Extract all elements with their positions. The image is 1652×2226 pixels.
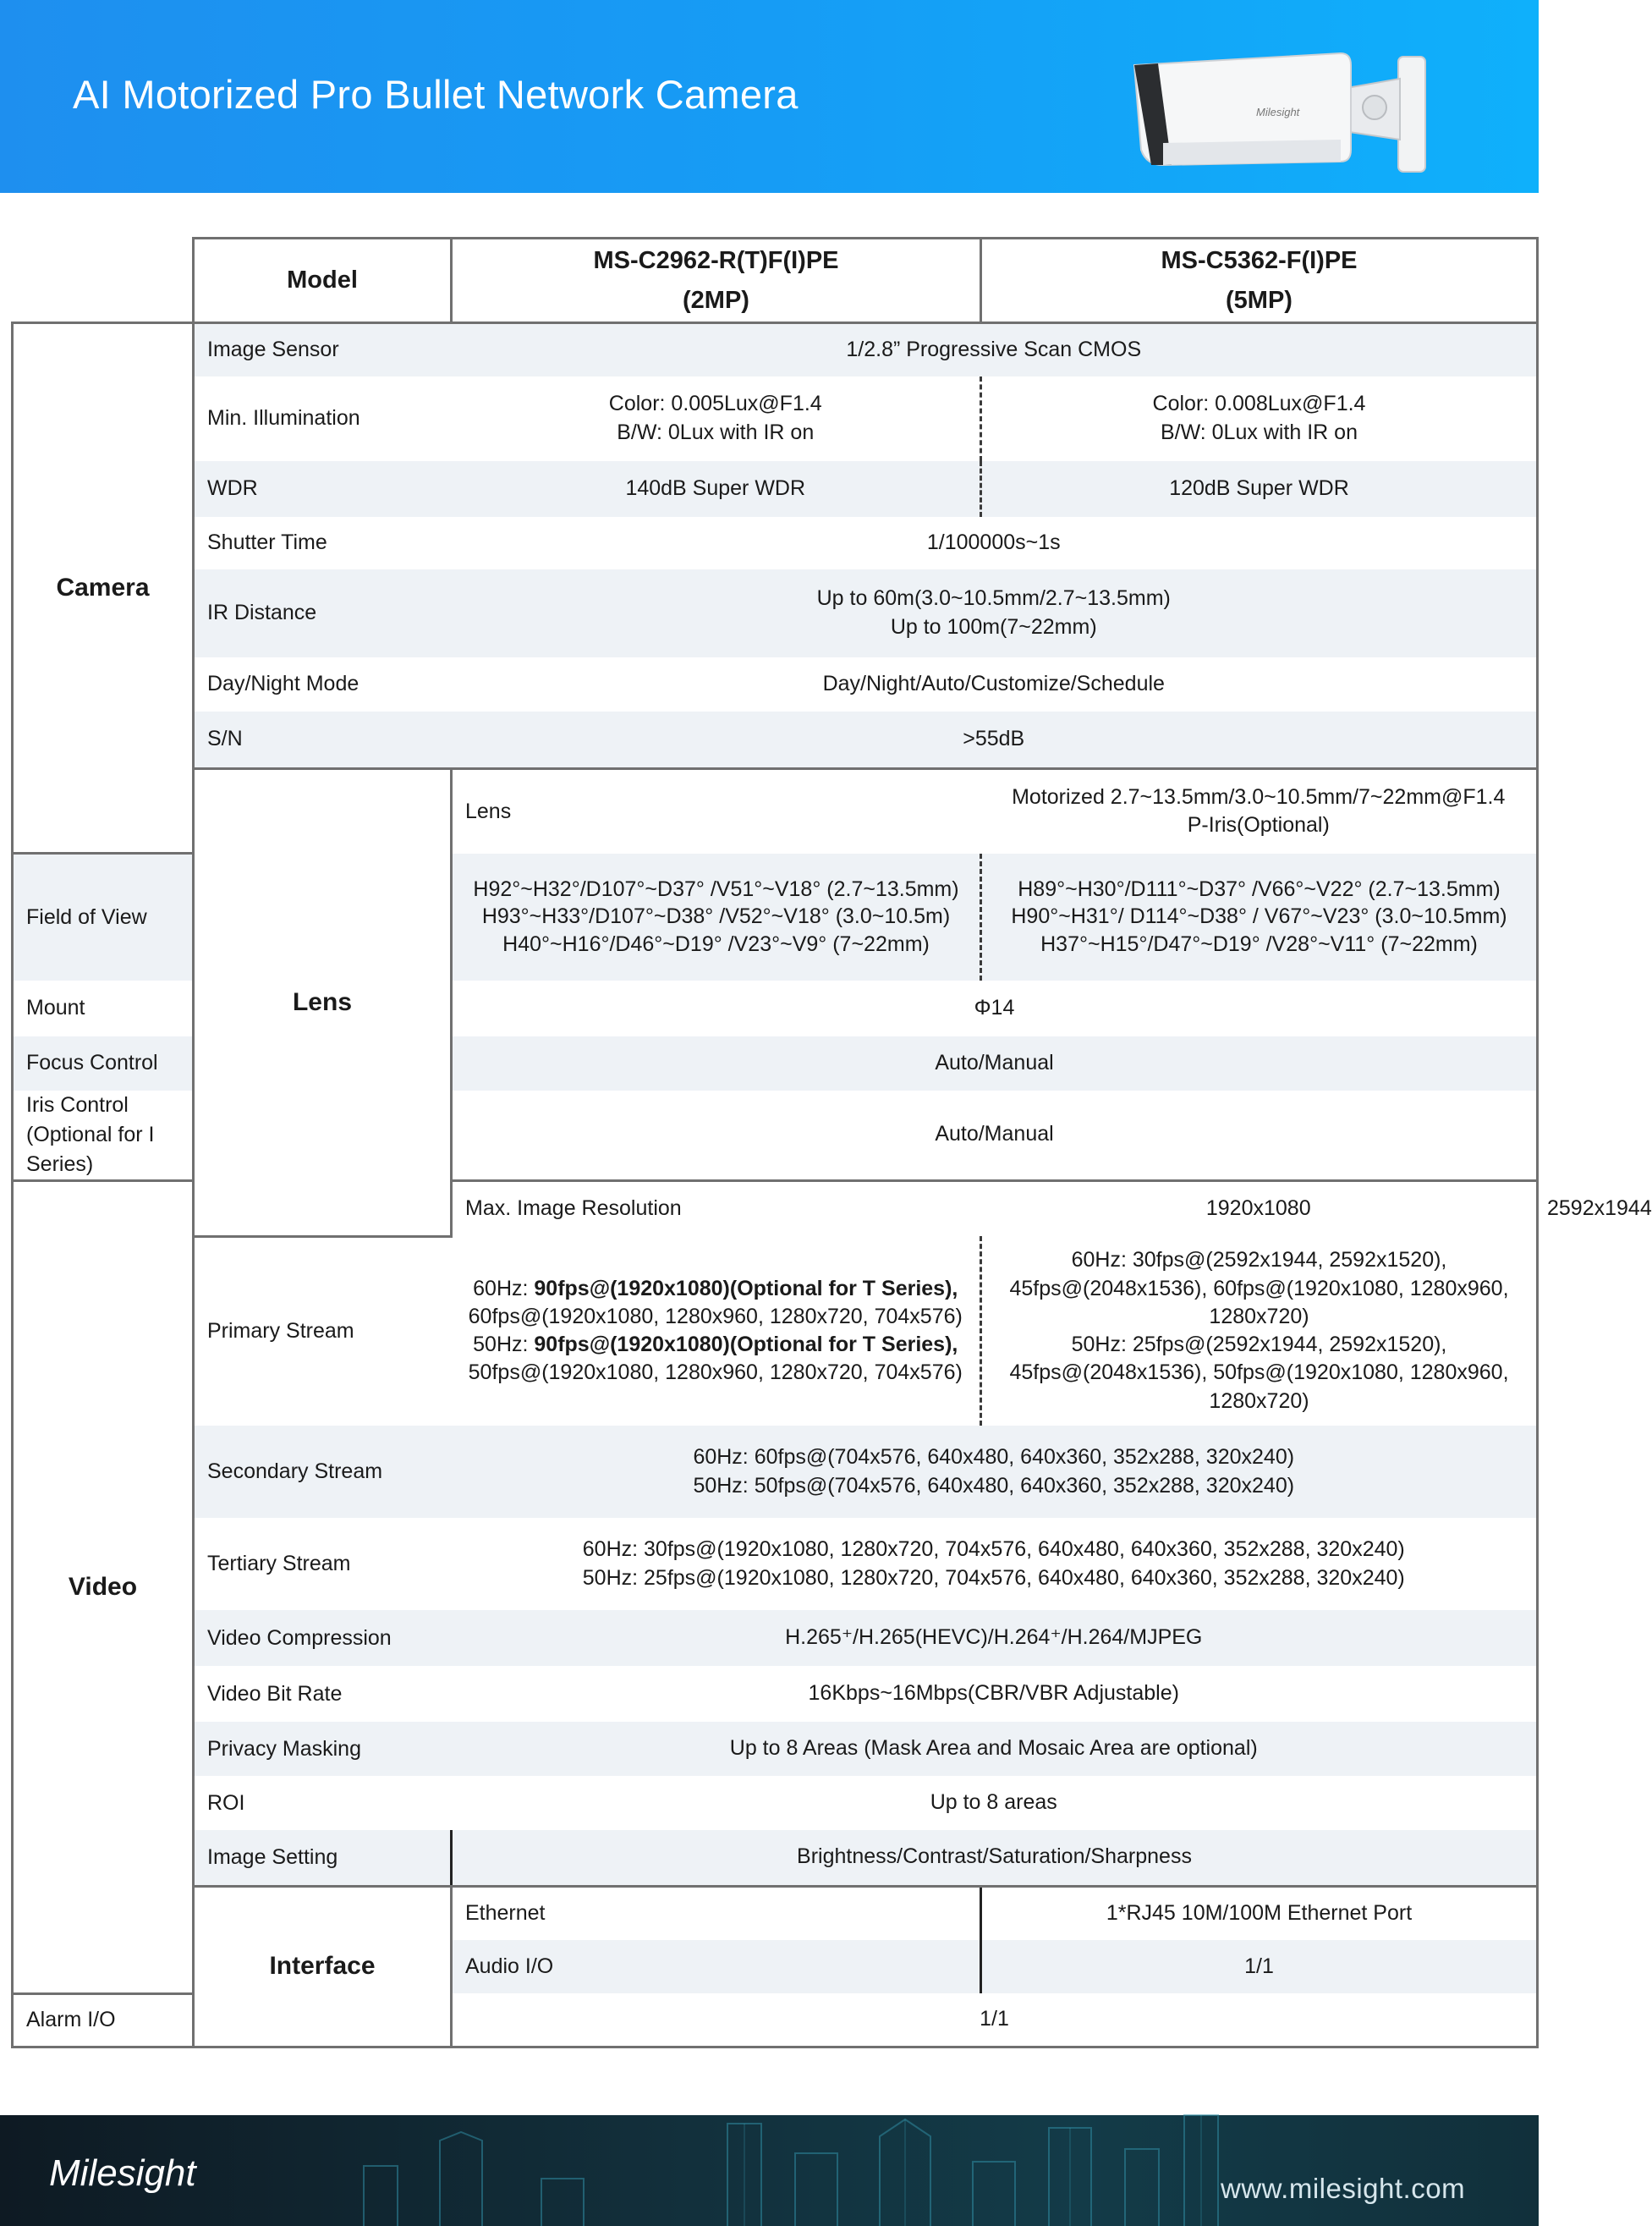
row-label: Video Bit Rate (194, 1666, 452, 1722)
row-value (452, 569, 1538, 657)
row-value (981, 376, 1538, 461)
value-line: Color: 0.005Lux@F1.4 (608, 391, 822, 415)
website-url[interactable]: www.milesight.com (1221, 2173, 1466, 2204)
row-label: Video Compression (194, 1610, 452, 1666)
table-row (13, 712, 1538, 769)
row-value (452, 1426, 1538, 1518)
table-row (13, 1666, 1538, 1722)
value-line: 50Hz: 50fps@(704x576, 640x480, 640x360, 352x288, 320x240) (693, 1473, 1295, 1498)
table-row (13, 769, 1538, 854)
header-banner (0, 0, 1539, 193)
value-line (460, 1275, 972, 1303)
row-label: Day/Night Mode (194, 657, 452, 712)
row-label: Field of View (13, 854, 194, 981)
value-line: Up to 100m(7~22mm) (890, 614, 1097, 639)
value-line: 60Hz: 30fps@(2592x1944, 2592x1520), (1071, 1248, 1447, 1272)
model-c2962-header (452, 239, 981, 323)
row-value (981, 769, 1538, 854)
row-label-main: Iris Control (26, 1092, 129, 1117)
model-c5362-resolution: (5MP) (1226, 286, 1293, 314)
row-label: Tertiary Stream (194, 1518, 452, 1610)
model-c2962-name: MS-C2962-R(T)F(I)PE (593, 247, 839, 275)
camera-brand-mark: Milesight (1256, 106, 1300, 118)
row-label: Audio I/O (452, 1940, 981, 1993)
value-line: 1280x720) (1209, 1388, 1309, 1413)
value-line: H37°~H15°/D47°~D19° /V28°~V11° (7~22mm) (1040, 932, 1478, 956)
row-value: Auto/Manual (452, 1036, 1538, 1091)
value-line: H93°~H33°/D107°~D38° /V52°~V18° (3.0~10.5m) (481, 904, 951, 929)
value-line: 50Hz: 25fps@(2592x1944, 2592x1520), (1071, 1333, 1447, 1356)
row-label: Primary Stream (194, 1236, 452, 1426)
table-row (13, 1426, 1538, 1518)
table-row (13, 323, 1538, 376)
table-row (13, 376, 1538, 461)
row-label: Focus Control (13, 1036, 194, 1091)
row-label: Image Sensor (194, 323, 452, 376)
value-line: 60fps@(1920x1080, 1280x960, 1280x720, 704x576) (468, 1304, 963, 1328)
table-row (13, 1236, 1538, 1426)
value-line: 45fps@(2048x1536), 60fps@(1920x1080, 1280x960, (1009, 1276, 1509, 1300)
row-value: 1*RJ45 10M/100M Ethernet Port (981, 1886, 1538, 1940)
table-row (13, 1886, 1538, 1940)
table-row (13, 1518, 1538, 1610)
row-label: WDR (194, 461, 452, 517)
row-label: Max. Image Resolution (452, 1180, 981, 1236)
value-text: 60Hz: (473, 1276, 535, 1300)
row-label: Mount (13, 981, 194, 1036)
value-line: H92°~H32°/D107°~D37° /V51°~V18° (2.7~13.5mm) (473, 877, 959, 901)
row-value: 16Kbps~16Mbps(CBR/VBR Adjustable) (452, 1666, 1538, 1722)
table-row (13, 657, 1538, 712)
row-value (452, 1518, 1538, 1610)
table-row (13, 461, 1538, 517)
row-label: IR Distance (194, 569, 452, 657)
model-c5362-header (981, 239, 1538, 323)
value-bold: 90fps@(1920x1080)(Optional for T Series), (534, 1276, 958, 1300)
row-value: 120dB Super WDR (981, 461, 1538, 517)
row-label: Lens (452, 769, 981, 854)
row-label: Ethernet (452, 1886, 981, 1940)
row-label: Min. Illumination (194, 376, 452, 461)
section-video: Video (13, 1180, 194, 1993)
value-line: H89°~H30°/D111°~D37° /V66°~V22° (2.7~13.5mm) (1018, 877, 1501, 901)
section-lens: Lens (194, 769, 452, 1237)
table-header-row (13, 239, 1538, 323)
table-row (13, 569, 1538, 657)
bullet-camera-image (1129, 38, 1451, 186)
model-c2962-resolution: (2MP) (683, 286, 749, 314)
row-value (452, 1236, 981, 1426)
table-row (13, 1776, 1538, 1830)
value-line: Up to 60m(3.0~10.5mm/2.7~13.5mm) (816, 585, 1171, 610)
row-value: Φ14 (452, 981, 1538, 1036)
section-interface: Interface (194, 1886, 452, 2047)
value-line: 45fps@(2048x1536), 50fps@(1920x1080, 1280x960, (1009, 1360, 1509, 1385)
spec-table (11, 237, 1652, 2048)
value-line: B/W: 0Lux with IR on (617, 420, 815, 444)
value-line (460, 1331, 972, 1359)
row-value: 1/1 (981, 1940, 1538, 1993)
row-value: Up to 8 Areas (Mask Area and Mosaic Area are optional) (452, 1722, 1538, 1776)
value-line: P-Iris(Optional) (1187, 813, 1330, 838)
city-skyline-graphic (0, 2115, 1539, 2226)
value-text: 50Hz: (473, 1333, 535, 1356)
row-value (452, 376, 981, 461)
milesight-logo: Milesight (49, 2152, 196, 2194)
model-c5362-name: MS-C5362-F(I)PE (1161, 247, 1358, 275)
table-row: Video Max. Image Resolution 1920x1080 2592x1944 (13, 1180, 1538, 1236)
value-line: 60Hz: 30fps@(1920x1080, 1280x720, 704x576, 640x480, 640x360, 352x288, 320x240) (582, 1536, 1405, 1561)
row-value: Brightness/Contrast/Saturation/Sharpness (452, 1830, 1538, 1886)
value-line: Motorized 2.7~13.5mm/3.0~10.5mm/7~22mm@F1.4 (1012, 784, 1506, 809)
row-value: 1920x1080 (981, 1180, 1538, 1236)
row-label: Shutter Time (194, 517, 452, 569)
row-value: 140dB Super WDR (452, 461, 981, 517)
value-bold: 90fps@(1920x1080)(Optional for T Series), (534, 1333, 958, 1356)
row-label: Secondary Stream (194, 1426, 452, 1518)
row-value: 1/1 (452, 1993, 1538, 2047)
row-value (981, 1236, 1538, 1426)
value-line: Color: 0.008Lux@F1.4 (1152, 391, 1366, 415)
page-title: AI Motorized Pro Bullet Network Camera (73, 72, 799, 117)
row-value: >55dB (452, 712, 1538, 769)
row-value (981, 854, 1538, 981)
row-label: S/N (194, 712, 452, 769)
table-row (13, 517, 1538, 569)
row-label (13, 1091, 194, 1181)
value-line: H40°~H16°/D46°~D19° /V23°~V9° (7~22mm) (502, 932, 930, 956)
footer-banner (0, 2115, 1539, 2226)
row-value: Auto/Manual (452, 1091, 1538, 1181)
row-label: Alarm I/O (13, 1993, 194, 2047)
row-value (452, 854, 981, 981)
value-line: 50Hz: 25fps@(1920x1080, 1280x720, 704x576, 640x480, 640x360, 352x288, 320x240) (582, 1565, 1405, 1590)
model-header: Model (194, 239, 452, 323)
table-row (13, 1610, 1538, 1666)
row-value: H.265⁺/H.265(HEVC)/H.264⁺/H.264/MJPEG (452, 1610, 1538, 1666)
value-line: H90°~H31°/ D114°~D38° / V67°~V23° (3.0~10.5mm) (1011, 904, 1507, 929)
row-value: Up to 8 areas (452, 1776, 1538, 1830)
row-label: ROI (194, 1776, 452, 1830)
row-label-sub: (Optional for I Series) (26, 1122, 155, 1176)
section-camera: Camera (13, 323, 194, 854)
table-row (13, 1830, 1538, 1886)
value-line: B/W: 0Lux with IR on (1161, 420, 1358, 444)
value-line: 1280x720) (1209, 1304, 1309, 1328)
row-value: Day/Night/Auto/Customize/Schedule (452, 657, 1538, 712)
row-label: Privacy Masking (194, 1722, 452, 1776)
table-row (13, 1722, 1538, 1776)
row-label: Image Setting (194, 1830, 452, 1886)
value-line: 60Hz: 60fps@(704x576, 640x480, 640x360, 352x288, 320x240) (693, 1444, 1295, 1469)
value-line: 50fps@(1920x1080, 1280x960, 1280x720, 704x576) (468, 1360, 963, 1385)
row-value: 1/2.8” Progressive Scan CMOS (452, 323, 1538, 376)
row-value: 1/100000s~1s (452, 517, 1538, 569)
